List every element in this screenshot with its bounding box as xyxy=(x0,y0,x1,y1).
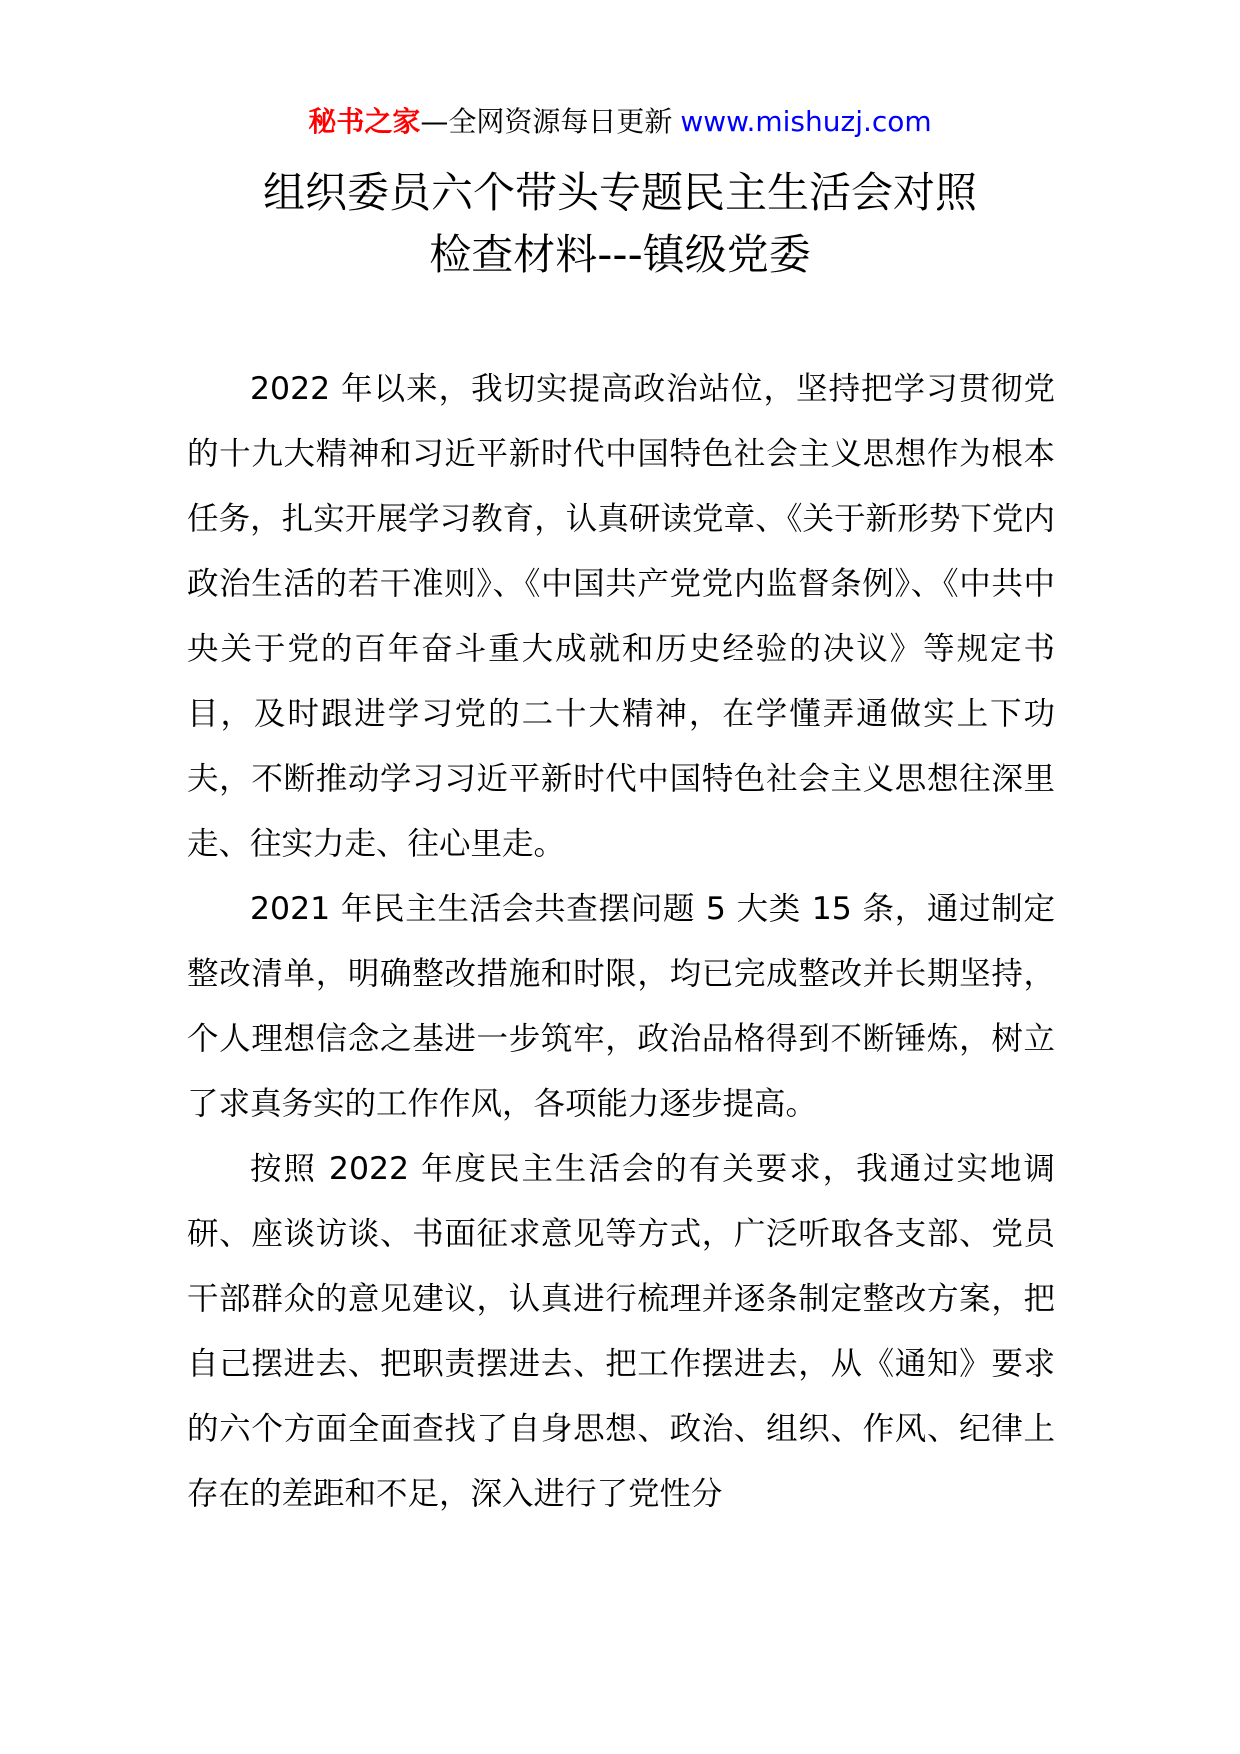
site-header xyxy=(0,102,1240,142)
document-title-line-2: 检查材料---镇级党委 xyxy=(429,230,811,279)
site-url-link[interactable]: www.mishuzj.com xyxy=(680,105,932,138)
document-title xyxy=(0,162,1240,286)
paragraph: 2021 年民主生活会共查摆问题 5 大类 15 条，通过制定整改清单，明确整改措施和时限，均已完成整改并长期坚持，个人理想信念之基进一步筑牢，政治品格得到不断锤炼，树立了求真务实的工作作风，各项能力逐步提高。 xyxy=(187,891,1055,1122)
document-body xyxy=(187,357,1055,1527)
site-brand: 秘书之家 xyxy=(308,105,421,138)
paragraph: 按照 2022 年度民主生活会的有关要求，我通过实地调研、座谈访谈、书面征求意见等方式，广泛听取各支部、党员干部群众的意见建议，认真进行梳理并逐条制定整改方案，把自己摆进去、把职责摆进去、把工作摆进去，从《通知》要求的六个方面全面查找了自身思想、政治、组织、作风、纪律上存在的差距和不足，深入进行了党性分 xyxy=(187,1151,1055,1512)
site-slogan: —全网资源每日更新 xyxy=(420,105,673,138)
paragraph: 2022 年以来，我切实提高政治站位，坚持把学习贯彻党的十九大精神和习近平新时代中国特色社会主义思想作为根本任务，扎实开展学习教育，认真研读党章、《关于新形势下党内政治生活的若干准则》、《中国共产党党内监督条例》、《中共中央关于党的百年奋斗重大成就和历史经验的决议》等规定书目，及时跟进学习党的二十大精神，在学懂弄通做实上下功夫，不断推动学习习近平新时代中国特色社会主义思想往深里走、往实力走、往心里走。 xyxy=(187,371,1055,862)
document-title-line-1: 组织委员六个带头专题民主生活会对照 xyxy=(262,168,977,217)
